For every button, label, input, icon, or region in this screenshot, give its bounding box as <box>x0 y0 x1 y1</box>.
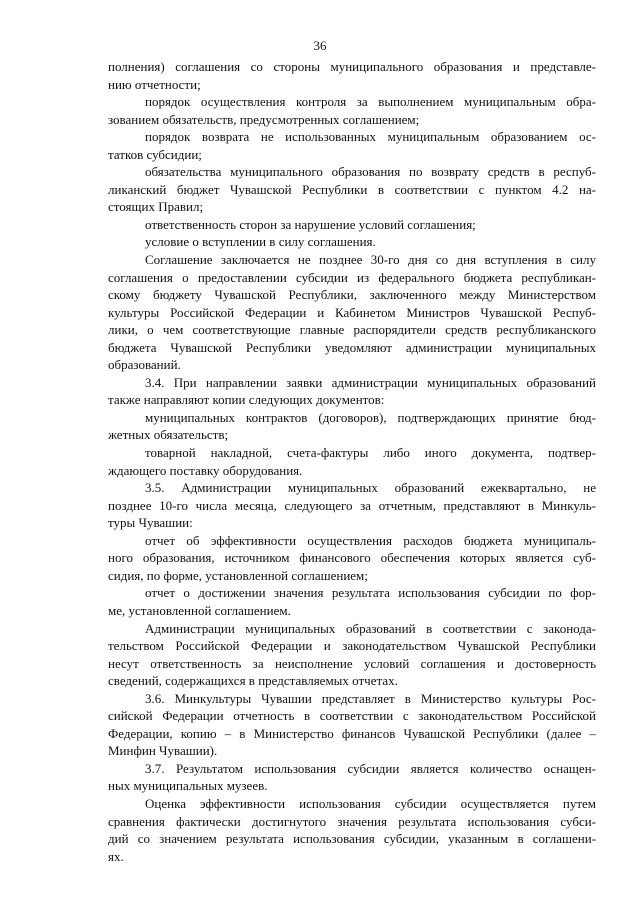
paragraph <box>108 620 596 690</box>
text-line: лики, о чем соответствующие главные распорядители средств республиканского <box>108 322 596 338</box>
text-line: скому бюджету Чувашской Республики, заключенного между Министерством <box>108 287 596 303</box>
text-line: 3.6. Минкультуры Чувашии представляет в Министерство культуры Рос- <box>145 690 596 706</box>
text-line: сведений, содержащихся в представляемых отчетах. <box>108 673 398 689</box>
paragraph <box>108 584 596 619</box>
text-line: порядок возврата не использованных муниципальным образованием ос- <box>145 129 596 145</box>
text-line: условие о вступлении в силу соглашения. <box>145 234 376 250</box>
paragraph <box>108 795 596 865</box>
paragraph <box>108 93 596 128</box>
paragraph <box>108 409 596 444</box>
text-line: муниципальных контрактов (договоров), подтверждающих принятие бюд- <box>145 409 596 425</box>
text-line: 3.5. Администрации муниципальных образований ежеквартально, не <box>145 480 596 496</box>
text-line: ях. <box>108 848 124 864</box>
text-line: Администрации муниципальных образований в соответствии с законода- <box>145 620 596 636</box>
text-line: стоящих Правил; <box>108 199 204 215</box>
text-line: образований. <box>108 357 181 373</box>
page-number: 36 <box>313 38 327 53</box>
text-line: бюджета Чувашской Республики уведомляют администрации муниципальных <box>108 339 596 355</box>
paragraph <box>108 163 596 216</box>
text-line: Оценка эффективности использования субсидии осуществляется путем <box>145 795 596 811</box>
text-line: ных муниципальных музеев. <box>108 778 268 794</box>
text-line: обязательства муниципального образования по возврату средств в респуб- <box>145 164 596 180</box>
text-line: позднее 10-го числа месяца, следующего за отчетным, представляют в Минкуль- <box>108 497 596 513</box>
text-line: тельством Российской Федерации и законодательством Чувашской Республики <box>108 638 596 654</box>
text-line: ного образования, источником финансового обеспечения которых является суб- <box>108 550 596 566</box>
text-line: зованием обязательств, предусмотренных соглашением; <box>108 111 420 127</box>
paragraph <box>108 374 596 409</box>
text-line: отчет об эффективности осуществления расходов бюджета муниципаль- <box>145 532 596 548</box>
text-line: 3.7. Результатом использования субсидии является количество оснащен- <box>145 760 596 776</box>
text-line: татков субсидии; <box>108 146 202 162</box>
text-line: туры Чувашии: <box>108 515 193 531</box>
paragraph <box>108 690 596 760</box>
text-line: жетных обязательств; <box>108 427 229 443</box>
text-line: Федерации, копию – в Министерство финансов Чувашской Республики (далее – <box>108 725 596 741</box>
text-line: дий со значением результата использования субсидии, указанным в соглашени- <box>108 831 596 847</box>
text-line: соглашения о предоставлении субсидии из федерального бюджета республикан- <box>108 269 596 285</box>
paragraph <box>108 760 596 795</box>
text-line: сидия, по форме, установленной соглашением; <box>108 567 368 583</box>
text-line: полнения) соглашения со стороны муниципального образования и представле- <box>108 59 596 74</box>
text-line: Соглашение заключается не позднее 30-го дня со дня вступления в силу <box>145 252 596 268</box>
paragraph <box>108 58 596 93</box>
text-line: ликанский бюджет Чувашской Республики в соответствии с пунктом 4.2 на- <box>108 181 596 197</box>
paragraph <box>108 216 596 234</box>
text-line: ме, установленной соглашением. <box>108 602 291 618</box>
text-line: 3.4. При направлении заявки администрации муниципальных образований <box>145 374 596 390</box>
text-line: несут ответственность за неисполнение условий соглашения и достоверность <box>108 655 596 671</box>
text-line: порядок осуществления контроля за выполнением муниципальным обра- <box>145 94 596 110</box>
paragraph <box>108 479 596 532</box>
paragraph <box>108 128 596 163</box>
paragraph <box>108 532 596 585</box>
paragraph <box>108 251 596 374</box>
text-line: ответственность сторон за нарушение условий соглашения; <box>145 216 476 232</box>
text-line: сийской Федерации отчетность в соответствии с законодательством Российской <box>108 708 596 724</box>
text-line: ждающего поставку оборудования. <box>108 462 303 478</box>
text-line: сравнения фактически достигнутого значения результата использования субси- <box>108 813 596 829</box>
text-line: товарной накладной, счета-фактуры либо иного документа, подтвер- <box>145 445 596 461</box>
text-line: нию отчетности; <box>108 76 201 92</box>
paragraph <box>108 233 596 251</box>
text-line: Минфин Чувашии). <box>108 743 218 759</box>
text-line: культуры Российской Федерации и Кабинетом Министров Чувашской Респуб- <box>108 304 596 320</box>
text-line: отчет о достижении значения результата использования субсидии по фор- <box>145 585 596 601</box>
paragraph <box>108 444 596 479</box>
document-body <box>108 58 596 865</box>
text-line: также направляют копии следующих документов: <box>108 392 385 408</box>
